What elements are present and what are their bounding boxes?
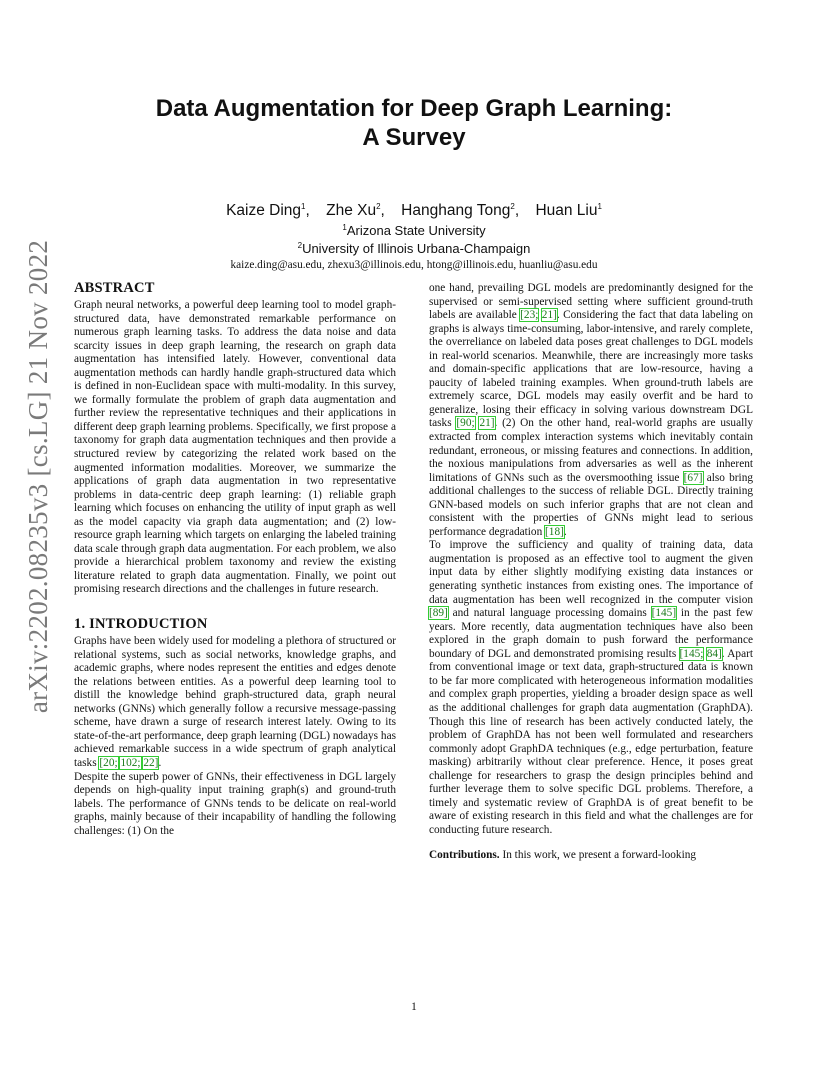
title-line-1: Data Augmentation for Deep Graph Learning: <box>155 95 673 122</box>
abstract-text: Graph neural networks, a powerful deep learning tool to model graph-structured data, have demonstrated remarkable performance on numerous graph learning tasks. To address the data noise and data scarcity issues in deep graph learning, the research on graph data augmentation has intensified lately. However, conventional data augmentation methods can hardly handle graph-structured data which is defined in non-Euclidean space with multi-modality. In this survey, we formally formulate the problem of graph data augmentation and further review the representative techniques and their applications in different deep graph learning problems. Specifically, we first propose a taxonomy for graph data augmentation techniques and then provide a structured review by categorizing the related work based on the augmented information modalities. Moreover, we summarize the applications of graph data augmentation in two representative problems in data-centric deep graph learning: (1) reliable graph learning which focuses on enhancing the utility of input graph as well as the model capacity via graph data augmentation; and (2) low-resource graph learning which targets on enlarging the labeled training data scale through graph data augmentation. For each problem, we also provide a hierarchical problem taxonomy and review the existing literature related to graph data augmentation. Finally, we point out promising research directions and the challenges in future research. <box>74 299 396 596</box>
header <box>74 94 754 272</box>
citation-link[interactable]: [20; <box>99 756 118 769</box>
intro-paragraph-1: Graphs have been widely used for modeling a plethora of structured or relational systems, such as social networks, knowledge graphs, and academic graphs, where nodes represent the entities and edges denote the relations between entities. As a powerful deep learning tool to distill the knowledge behind graph-structured data, graph neural networks (GNNs) which generally follow a recursive message-passing scheme, have drawn a surge of research interest lately. Owing to its state-of-the-art performance, deep graph learning (DGL) nowadays has achieved remarkable success in a wide spectrum of graph analytical tasks [20; 102; 22]. <box>74 635 396 769</box>
title-line-2: A Survey <box>362 124 466 151</box>
arxiv-stamp <box>22 239 56 713</box>
author: Huan Liu$^1$ <box>535 202 602 219</box>
author: Zhe Xu$^2$, <box>326 202 385 219</box>
author: Hanghang Tong$^2$, <box>401 202 520 219</box>
citation-link[interactable]: [18] <box>545 525 564 538</box>
intro-paragraph-2: Despite the superb power of GNNs, their effectiveness in DGL largely depends on high-quality input training graph(s) and ground-truth labels. The performance of GNNs tends to be delicate on real-world graphs, mainly because of their incapability of handling the following challenges: (1) On the <box>74 770 396 837</box>
intro-paragraph-3: one hand, prevailing DGL models are predominantly designed for the supervised or semi-supervised setting where sufficient ground-truth labels are available [23; 21]. Considering the fact that data labeling on graphs is always time-consuming, labor-intensive, and rarely complete, the overreliance on labeled data poses great challenges to DGL models in real-world scenarios. Meanwhile, there are increasingly more tasks and domain-specific applications that are low-resource, having a paucity of labeled training examples. When ground-truth labels are extremely scarce, DGL models may easily overfit and be hard to generalize, losing their efficacy in solving various downstream DGL tasks [90; 21]. (2) On the other hand, real-world graphs are usually extracted from complex interaction systems which inevitably contain redundant, erroneous, or missing features and connections. In addition, the noxious manipulations from adversaries as well as the inherent limitations of GNNs such as the oversmoothing issue [67] also bring additional challenges to the success of reliable DGL. Directly training GNN-based models on such inferior graphs that are not clean and consistent with the properties of GNNs might lead to serious performance degradation [18]. <box>429 282 754 538</box>
citation-link[interactable]: [90; <box>456 417 475 430</box>
arxiv-stamp-text: arXiv:2202.08235v3 [cs.LG] 21 Nov 2022 <box>23 239 54 713</box>
contributions-label: Contributions. <box>429 849 500 862</box>
citation-link[interactable]: 84] <box>706 647 722 660</box>
affiliation-2: $^2$University of Illinois Urbana-Champaign <box>297 241 531 256</box>
citation-link[interactable]: [23; <box>520 309 539 322</box>
citation-link[interactable]: 22] <box>143 756 159 769</box>
author: Kaize Ding$^1$, <box>226 202 310 219</box>
citation-link[interactable]: 102; <box>120 756 141 769</box>
paper-title <box>74 94 754 152</box>
citation-link[interactable]: 21] <box>479 417 495 430</box>
page-number: 1 <box>411 1001 417 1013</box>
citation-link[interactable]: [145; <box>679 647 704 660</box>
author-list <box>74 198 754 220</box>
citation-link[interactable]: [145] <box>651 607 677 620</box>
citation-link[interactable]: 21] <box>541 309 557 322</box>
citation-link[interactable]: [89] <box>429 607 448 620</box>
affiliation-1: $^1$Arizona State University <box>342 223 486 238</box>
citation-link[interactable]: [67] <box>683 471 703 484</box>
intro-paragraph-4: To improve the sufficiency and quality of training data, data augmentation is proposed as an effective tool to augment the given input data by either slightly modifying existing data instances or generating synthetic instances from existing ones. The importance of data augmentation has been well recognized in the computer vision [89] and natural language processing domains [145] in the past few years. More recently, data augmentation techniques have also been explored in the graph domain to push forward the performance boundary of DGL and demonstrated promising results [145; 84]. Apart from conventional image or text data, graph-structured data is known to be far more complicated with heterogeneous information modalities and complex graph properties, yielding a broader design space as well as the additional challenges for graph data augmentation (GraphDA). Though this line of research has been actively conducted lately, the problem of GraphDA has not been well formulated and researchers commonly adopt GraphDA techniques (e.g., edge perturbation, feature masking) arbitrarily without clear preference. Hence, it poses great challenge for researchers to grasp the design principles behind and further leverage them to solve specific DGL problems. Therefore, a timely and systematic review of GraphDA is of great benefit to be aware of existing research in this field and what the challenges are for conducting future research. <box>429 539 753 836</box>
left-column <box>74 279 396 838</box>
introduction-heading: 1. INTRODUCTION <box>74 616 208 633</box>
abstract-heading: ABSTRACT <box>74 280 155 296</box>
right-column <box>429 282 753 863</box>
author-emails: kaize.ding@asu.edu, zhexu3@illinois.edu, htong@illinois.edu, huanliu@asu.edu <box>230 259 598 271</box>
contributions-paragraph: Contributions. In this work, we present a forward-looking <box>429 849 697 862</box>
